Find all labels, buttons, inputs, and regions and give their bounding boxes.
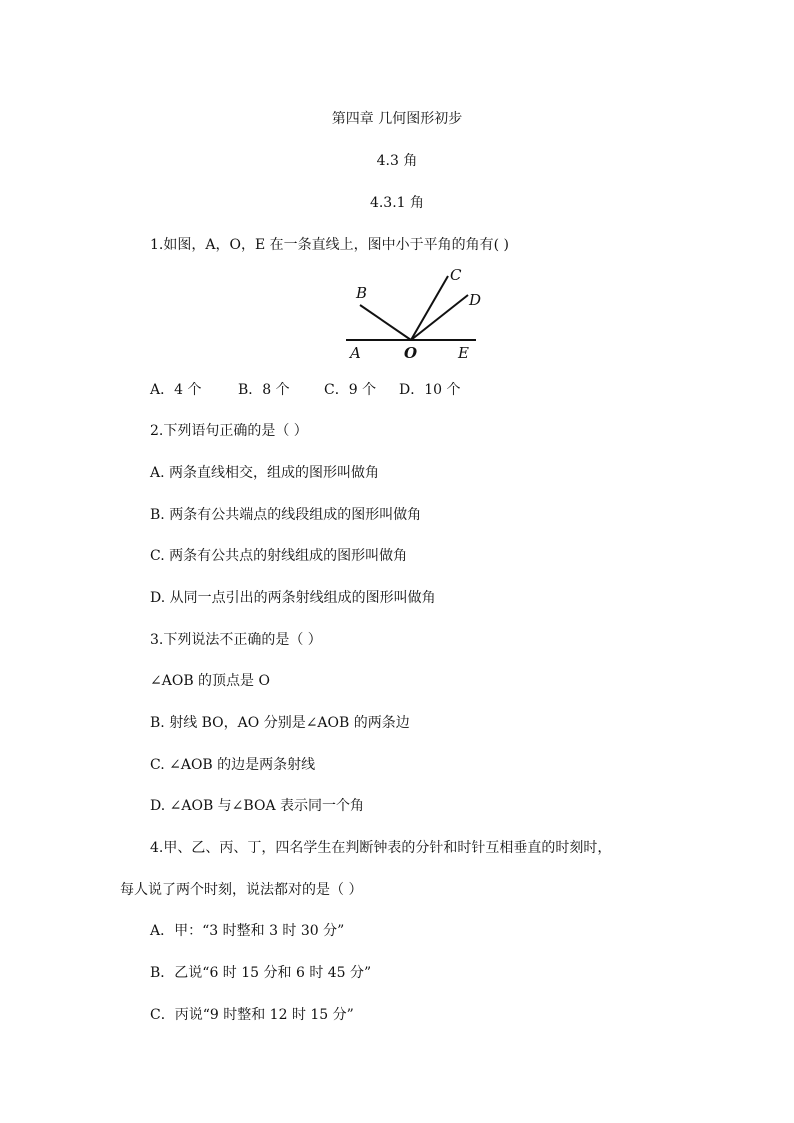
q3-option-c: C. ∠AOB 的边是两条射线 [150, 757, 316, 773]
q2-option-b: B. 两条有公共端点的线段组成的图形叫做角 [150, 507, 422, 523]
q1-stem: 1.如图，A，O，E 在一条直线上，图中小于平角的角有( ) [150, 237, 509, 253]
q2-option-a: A. 两条直线相交，组成的图形叫做角 [150, 465, 380, 481]
q4-option-c: C．丙说“9 时整和 12 时 15 分” [150, 1007, 354, 1023]
q3-stem: 3.下列说法不正确的是（ ） [150, 632, 322, 648]
label-E: E [458, 344, 469, 362]
q1-option-c: C．9 个 [324, 382, 377, 398]
ray-OB [360, 305, 411, 340]
q3-option-b: B. 射线 BO，AO 分别是∠AOB 的两条边 [150, 715, 410, 731]
ray-OD [411, 295, 468, 340]
chapter-title: 第四章 几何图形初步 [331, 111, 463, 127]
q1-option-a: A．4 个 [150, 382, 202, 398]
q2-stem: 2.下列语句正确的是（ ） [150, 423, 308, 439]
q4-stem-line1: 4.甲、乙、丙、丁，四名学生在判断钟表的分针和时针互相垂直的时刻时， [150, 840, 612, 856]
label-D: D [469, 291, 482, 309]
q1-options [150, 381, 461, 399]
label-B: B [356, 284, 368, 302]
q4-option-a: A．甲：“3 时整和 3 时 30 分” [150, 923, 345, 939]
q2-option-c: C. 两条有公共点的射线组成的图形叫做角 [150, 548, 408, 564]
q1-option-d: D．10 个 [399, 382, 461, 398]
subsection-title: 4.3.1 角 [369, 195, 425, 211]
ray-OC [411, 276, 448, 340]
label-C: C [450, 266, 462, 284]
q1-option-b: B．8 个 [238, 382, 290, 398]
q4-option-b: B．乙说“6 时 15 分和 6 时 45 分” [150, 965, 372, 981]
label-O: O [404, 344, 418, 362]
q4-stem-line2: 每人说了两个时刻，说法都对的是（ ） [120, 882, 363, 898]
q3-option-d: D. ∠AOB 与∠BOA 表示同一个角 [150, 798, 364, 814]
section-title: 4.3 角 [376, 153, 418, 169]
q2-option-d: D. 从同一点引出的两条射线组成的图形叫做角 [150, 590, 436, 606]
q3-option-a: ∠AOB 的顶点是 O [150, 673, 270, 689]
label-A: A [350, 344, 361, 362]
angle-figure [338, 262, 490, 362]
